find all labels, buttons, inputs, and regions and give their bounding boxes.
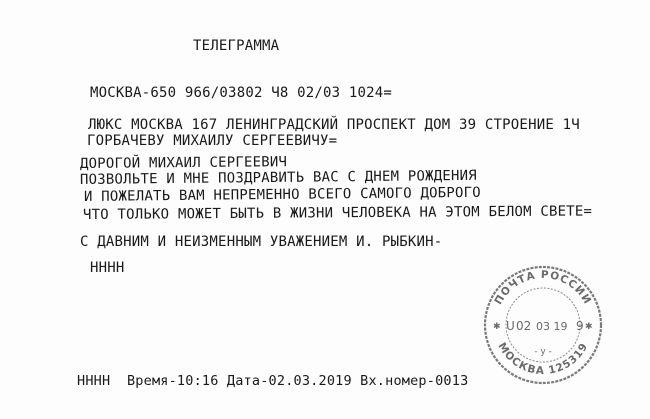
- postmark-svg: [480, 262, 606, 388]
- stamp-right-star: ✱: [585, 322, 593, 332]
- body-line-2: ПОЗВОЛЬТЕ И МНЕ ПОЗДРАВИТЬ ВАС С ДНЕМ РОЖДЕНИЯ: [79, 167, 477, 188]
- stamp-bottom-text: МОСКВА 125319: [495, 340, 591, 378]
- telegram-title: ТЕЛЕГРАММА: [193, 38, 280, 54]
- closing-line: С ДАВНИМ И НЕИЗМЕННЫМ УВАЖЕНИЕМ И. РЫБКИН-: [80, 234, 443, 250]
- address-line-1: ЛЮКС МОСКВА 167 ЛЕНИНГРАДСКИЙ ПРОСПЕКТ ДОМ 39 СТРОЕНИЕ 1Ч: [88, 117, 580, 133]
- end-mark: НННН: [90, 260, 125, 276]
- svg-text:ПОЧТА РОССИИ: [492, 269, 593, 307]
- body-line-4: ЧТО ТОЛЬКО МОЖЕТ БЫТЬ В ЖИЗНИ ЧЕЛОВЕКА НА ЭТОМ БЕЛОМ СВЕТЕ=: [82, 203, 593, 223]
- stamp-hour: 9: [576, 319, 584, 333]
- stamp-date-day: 02: [516, 319, 532, 333]
- body-line-1: ДОРОГОЙ МИХАИЛ СЕРГЕЕВИЧ: [79, 154, 288, 172]
- postmark-stamp: [480, 262, 606, 388]
- body-line-3: И ПОЖЕЛАТЬ ВАМ НЕПРЕМЕННО ВСЕГО САМОГО ДОБРОГО: [83, 184, 481, 205]
- stamp-date-prefix: U: [506, 319, 515, 333]
- stamp-left-star: ✱: [493, 322, 501, 332]
- stamp-top-text: ПОЧТА РОССИИ: [492, 268, 594, 307]
- stamp-date-month-year: 03 19: [536, 320, 568, 333]
- address-line-2: ГОРБАЧЕВУ МИХАИЛУ СЕРГЕЕВИЧУ=: [87, 133, 338, 149]
- footer-line: НННН Время-10:16 Дата-02.03.2019 Вх.номер-0013: [77, 373, 469, 389]
- stamp-marker: - у -: [534, 347, 552, 357]
- telegram-header: МОСКВА-650 966/03802 Ч8 02/03 1024=: [90, 85, 393, 101]
